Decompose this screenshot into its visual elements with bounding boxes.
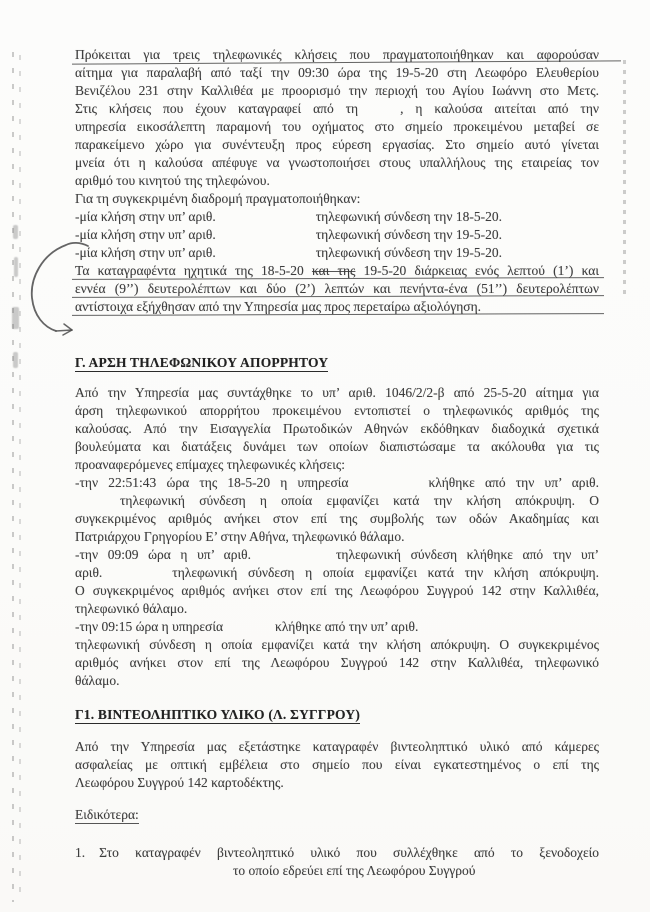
text-line [75,226,599,244]
redacted-gap [223,629,275,631]
binding-dots-column [19,52,21,902]
text-line [75,154,599,172]
text-line [75,82,599,100]
text-segment: Λεωφόρου Συγγρού 142 καρτοδέκτης. [75,775,284,790]
text-line [75,844,599,862]
section-c-heading-text: Γ. ΑΡΣΗ ΤΗΛΕΦΩΝΙΚΟΥ ΑΠΟΡΡΗΤΟΥ [75,355,329,370]
text-segment: Τα καταγραφέντα ηχητικά της 18-5-20 [75,263,312,278]
text-line [75,474,599,492]
text-line [75,774,599,792]
text-segment: Στο καταγραφέν βιντεοληπτικό υλικό που συλλέχθηκε από το ξενοδοχείο [99,845,599,860]
text-line [75,738,599,756]
numbered-item-1 [75,844,599,880]
text-line [75,244,599,262]
section-c-heading [75,354,599,372]
text-line [75,298,599,316]
scan-smudge [14,257,18,277]
text-segment: αριθμό του κινητού της τηλεφώνου. [75,173,270,188]
text-segment: Πατριάρχου Γρηγορίου Ε’ στην Αθήνα, τηλεφωνικό θάλαμο. [75,529,405,544]
text-line [75,262,599,280]
text-line [75,438,599,456]
binding-marks-left [11,52,25,902]
text-segment: τηλεφωνική σύνδεση την 18-5-20. [315,209,502,224]
section-c1-heading-text: Γ1. ΒΙΝΤΕΟΛΗΠΤΙΚΟ ΥΛΙΚΟ (Λ. ΣΥΓΓΡΟΥ) [75,707,361,722]
text-segment: τηλεφωνική σύνδεση η οποία εμφανίζει κατά την κλήση απόκρυψη. Ο [120,493,599,508]
text-segment: τηλεφωνική σύνδεση την 19-5-20. [315,245,502,260]
text-line [75,46,599,64]
text-line [75,208,599,226]
text-line [75,420,599,438]
scan-smudge [13,225,18,239]
redacted-gap [103,873,233,875]
intro-paragraph [75,46,599,316]
text-line [75,118,599,136]
text-segment: υπηρεσία εικοσάλεπτη παραμονή του οχήματος στο σημείο προκειμένου μεταβεί σε [75,119,599,134]
redacted-gap [216,237,316,239]
text-segment: τηλεφωνική σύνδεση η οποία εμφανίζει κατά την κλήση απόκρυψη. Ο συγκεκριμένος [75,637,599,652]
text-segment: βουλεύματα και διατάξεις δυνάμει των οποίων διαπιστώσαμε τα ακόλουθα για τις [75,439,599,454]
text-segment: Από την Υπηρεσία μας συντάχθηκε το υπ’ αριθ. 1046/2/2-β από 25-5-20 αίτημα για [75,385,599,400]
text-segment: αίτημα για παραλαβή από ταξί την 09:30 ώρα της 19-5-20 στη Λεωφόρο Ελευθερίου [75,65,599,80]
subheading-eidikotera [75,806,599,824]
text-segment: και της [311,263,356,278]
text-segment: αριθμός ανήκει στον επί της Λεωφόρου Συγγρού 142 στην Καλλιθέα, τηλεφωνικό [75,655,599,670]
text-segment: κλήθηκε από την υπ’ αριθ. [428,475,599,490]
text-segment: αντίστοιχα εξήχθησαν από την Υπηρεσία μας προς περεταίρω αξιολόγηση. [75,299,482,314]
text-line [75,190,599,208]
text-segment: μνεία ότι η καλούσα απέφυγε να γνωστοποιήσει στους υπαλλήλους της εταιρείας τον [75,155,599,170]
text-segment: το οποίο εδρεύει επί της Λεωφόρου Συγγρού [233,863,476,878]
text-segment: -μία κλήση στην υπ’ αριθ. [75,245,216,260]
redacted-gap [348,485,428,487]
scan-artifact-right-edge [623,60,626,295]
text-segment: 19-5-20 διάρκειας ενός λεπτού (1’) και [355,263,599,278]
section-c1-heading [75,706,599,724]
text-segment: 1. [75,845,86,860]
text-line [75,654,599,672]
text-line [75,756,599,774]
text-line [75,510,599,528]
text-segment: Ο συγκεκριμένος αριθμός ανήκει στον επί της Λεωφόρου Συγγρού 142 στην Καλλιθέα, [75,583,599,598]
text-segment: , η καλούσα αιτείται από την [400,101,600,116]
text-segment: κλήθηκε από την υπ’ αριθ. [275,619,419,634]
text-segment: Από την Υπηρεσία μας εξετάστηκε καταγραφέν βιντεοληπτικό υλικό από κάμερες [75,739,599,754]
text-segment: -την 22:51:43 ώρα της 18-5-20 η υπηρεσία [75,475,349,490]
text-line [75,100,599,118]
text-segment: συγκεκριμένος αριθμός ανήκει στον επί της συμβολής των οδών Ακαδημίας και [75,511,599,526]
text-segment: Βενιζέλου 231 στην Καλλιθέα με προορισμό την περιοχή του Αγίου Ιωάννη στο Μετς. [75,83,599,98]
text-segment: -την 09:09 ώρα η υπ’ αριθ. [75,547,251,562]
section-c1-paragraph [75,738,599,792]
text-segment: παρακείμενο χώρο για συνέντευξη προς εύρεση εργασίας. Στο σημείο αυτό γίνεται [75,137,599,152]
text-segment: -μία κλήση στην υπ’ αριθ. [75,227,216,242]
redacted-gap [251,557,336,559]
document-body [75,46,599,880]
text-segment: τηλεφωνικό θάλαμο. [75,601,188,616]
text-line [75,636,599,654]
text-line [75,618,599,636]
text-segment: αριθ. [75,565,103,580]
text-line [75,64,599,82]
text-line [75,600,599,618]
text-line [75,582,599,600]
text-line [75,492,599,510]
text-segment: Πρόκειται για τρεις τηλεφωνικές κλήσεις που πραγματοποιήθηκαν και αφορούσαν [75,47,599,62]
text-segment: -μία κλήση στην υπ’ αριθ. [75,209,216,224]
redacted-gap [75,503,120,505]
text-segment: ασφαλείας με οπτική εμβέλεια στο σημείο που είναι εγκατεστημένος ο επί της [75,757,599,772]
text-line [75,672,599,690]
redacted-gap [85,855,99,857]
text-line [75,546,599,564]
text-line [75,172,599,190]
text-segment: άρση τηλεφωνικού απορρήτου προκειμένου εντοπιστεί ο τηλεφωνικός αριθμός της [75,403,599,418]
text-line [75,280,599,298]
text-segment: τηλεφωνική σύνδεση η οποία εμφανίζει κατά την κλήση απόκρυψη. [172,565,599,580]
binding-dots-column [12,52,14,902]
text-line [75,564,599,582]
subheading-eidikotera-text: Ειδικότερα: [75,807,139,822]
text-line [75,402,599,420]
text-segment: Για τη συγκεκριμένη διαδρομή πραγματοποιήθηκαν: [75,191,361,206]
section-c-paragraph [75,384,599,690]
text-segment: προαναφερόμενες επίμαχες τηλεφωνικές κλήσεις: [75,457,345,472]
text-line [75,136,599,154]
scan-smudge [12,307,19,329]
scan-smudge [13,352,18,368]
text-segment: θάλαμο. [75,673,120,688]
text-segment: τηλεφωνική σύνδεση την 19-5-20. [315,227,502,242]
text-segment: τηλεφωνική σύνδεση κλήθηκε από την υπ’ [335,547,600,562]
redacted-gap [358,111,400,113]
text-segment: Στις κλήσεις που έχουν καταγραφεί από τη [75,101,359,116]
text-segment: καλούσας. Από την Εισαγγελία Πρωτοδικών Αθηνών εκδόθηκαν διαδοχικά σχετικά [75,421,599,436]
redacted-gap [216,219,316,221]
text-segment: εννέα (9’’) δευτερολέπτων και δύο (2’) λεπτών και πενήντα-ένα (51’’) δευτερολέπτων [75,281,599,296]
text-line [75,862,599,880]
text-line [75,384,599,402]
text-line [75,528,599,546]
redacted-gap [102,575,172,577]
redacted-gap [216,255,316,257]
text-segment: -την 09:15 ώρα η υπηρεσία [75,619,224,634]
text-line [75,456,599,474]
